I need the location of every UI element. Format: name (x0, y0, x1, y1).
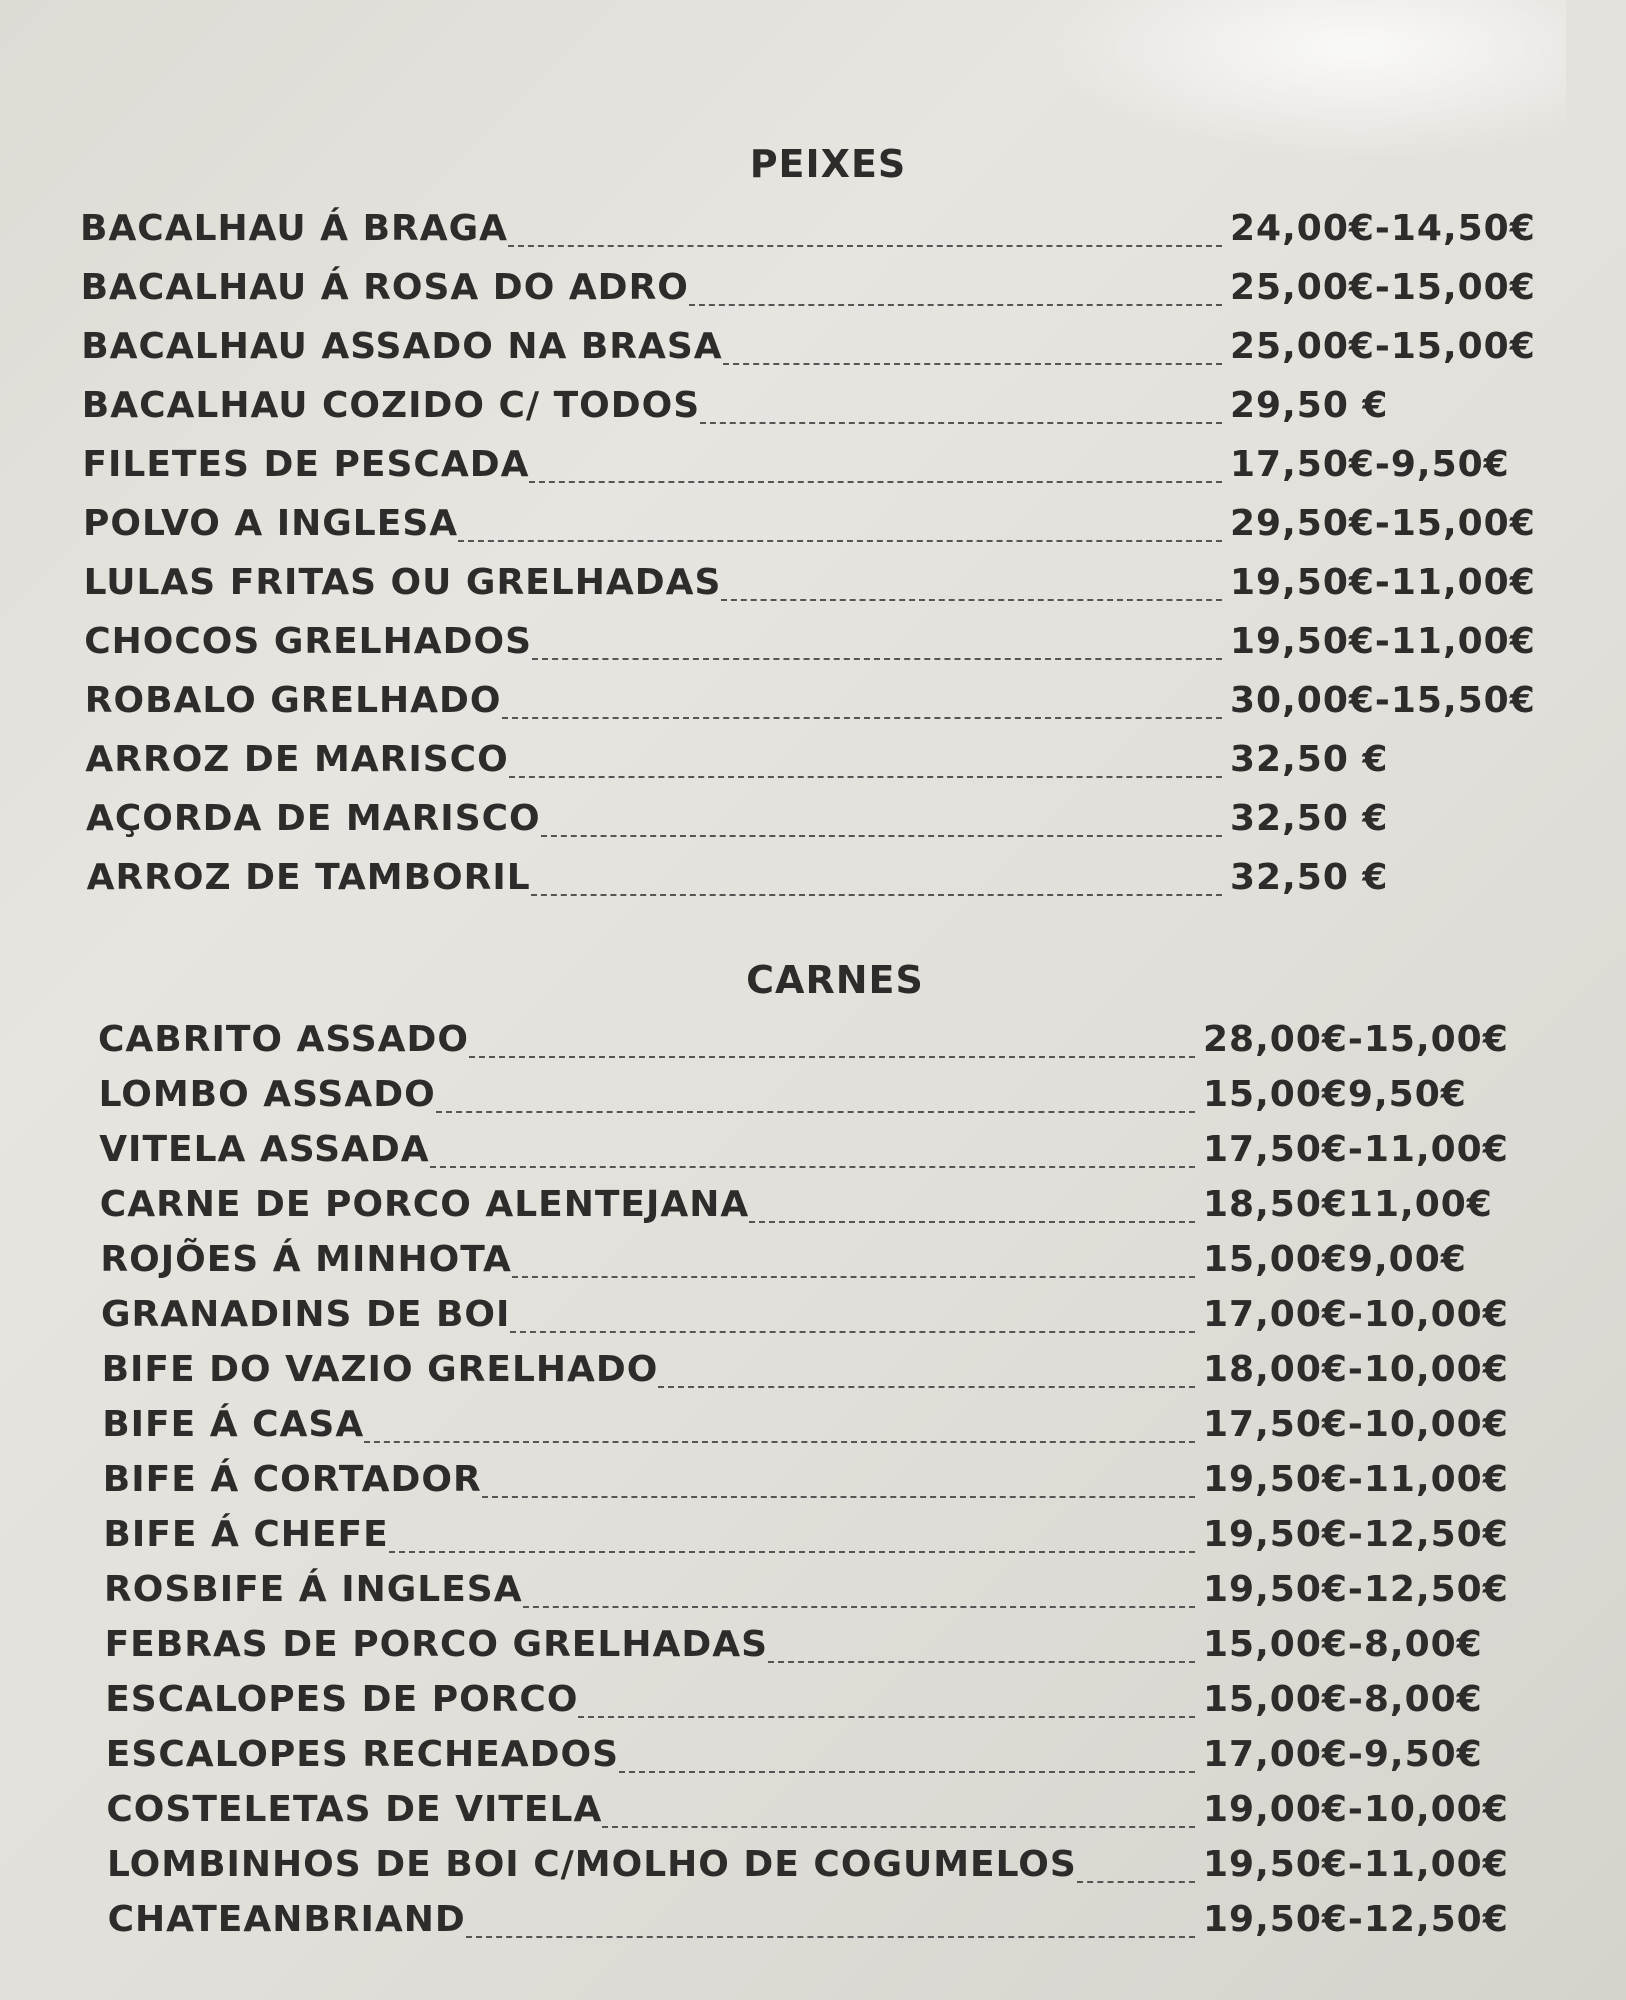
menu-item-price: 19,50€-12,50€ (1203, 1569, 1509, 1610)
menu-item (80, 190, 1580, 249)
menu-item-price: 17,00€-9,50€ (1203, 1734, 1483, 1775)
menu-item-name: VITELA ASSADA (99, 1129, 430, 1170)
menu-item-price: 29,50€-15,00€ (1230, 503, 1536, 544)
menu-item-price: 19,50€-11,00€ (1203, 1459, 1509, 1500)
menu-item-name: ESCALOPES DE PORCO (105, 1679, 579, 1720)
dotted-leader (469, 1055, 1195, 1058)
dotted-leader (700, 421, 1222, 424)
dotted-leader (721, 598, 1222, 601)
menu-item-name: FILETES DE PESCADA (82, 444, 530, 485)
menu-item (102, 1390, 1553, 1445)
dotted-leader (723, 362, 1222, 365)
menu-item-name: BACALHAU ASSADO NA BRASA (81, 326, 723, 367)
menu-item-name: LULAS FRITAS OU GRELHADAS (83, 562, 722, 603)
menu-item-price: 17,50€-10,00€ (1203, 1404, 1509, 1445)
dotted-leader (541, 834, 1222, 837)
menu-item-price: 25,00€-15,00€ (1230, 267, 1536, 308)
dotted-leader (466, 1935, 1195, 1938)
menu-item (102, 1335, 1553, 1390)
menu-item (85, 662, 1580, 721)
dotted-leader (619, 1770, 1195, 1773)
dotted-leader (689, 303, 1222, 306)
menu-item-name: GRANADINS DE BOI (101, 1294, 511, 1335)
menu-item-price: 28,00€-15,00€ (1203, 1019, 1509, 1060)
dotted-leader (523, 1605, 1195, 1608)
menu-item-name: BIFE Á CASA (102, 1404, 365, 1445)
section-title-peixes: PEIXES (749, 142, 907, 186)
menu-item (108, 1885, 1553, 1940)
menu-item-name: CARNE DE PORCO ALENTEJANA (99, 1184, 750, 1225)
dotted-leader (508, 244, 1222, 247)
menu-item-price: 18,50€11,00€ (1203, 1184, 1493, 1225)
dotted-leader (430, 1165, 1195, 1168)
menu-item-name: BIFE DO VAZIO GRELHADO (101, 1349, 659, 1390)
menu-item-name: ESCALOPES RECHEADOS (105, 1734, 620, 1775)
dotted-leader (512, 1275, 1195, 1278)
peixes-list (80, 190, 1580, 898)
section-title-carnes: CARNES (746, 958, 924, 1002)
menu-item-name: BACALHAU Á BRAGA (80, 208, 508, 249)
menu-item (106, 1775, 1553, 1830)
menu-item (86, 780, 1580, 839)
dotted-leader (578, 1715, 1195, 1718)
menu-item-price: 15,00€-8,00€ (1203, 1679, 1483, 1720)
menu-item-price: 17,50€-11,00€ (1203, 1129, 1509, 1170)
dotted-leader (529, 480, 1222, 483)
menu-item-price: 15,00€-8,00€ (1203, 1624, 1483, 1665)
menu-item-name: POLVO A INGLESA (83, 503, 459, 544)
menu-item-name: BACALHAU COZIDO C/ TODOS (81, 385, 701, 426)
menu-item-name: BACALHAU Á ROSA DO ADRO (80, 267, 689, 308)
menu-item-price: 32,50 € (1230, 798, 1389, 839)
dotted-leader (502, 716, 1223, 719)
menu-item-name: CHOCOS GRELHADOS (84, 621, 533, 662)
menu-item-name: BIFE Á CHEFE (103, 1514, 389, 1555)
dotted-leader (1077, 1880, 1195, 1883)
dotted-leader (364, 1440, 1195, 1443)
menu-item (98, 1005, 1553, 1060)
menu-item-price: 15,00€9,50€ (1203, 1074, 1467, 1115)
menu-item (103, 1500, 1553, 1555)
menu-item (82, 426, 1580, 485)
menu-item (105, 1610, 1553, 1665)
menu-item-price: 17,50€-9,50€ (1230, 444, 1510, 485)
menu-item-price: 24,00€-14,50€ (1230, 208, 1536, 249)
menu-item-price: 32,50 € (1230, 857, 1389, 898)
menu-item (100, 1170, 1553, 1225)
dotted-leader (509, 775, 1222, 778)
menu-item-price: 19,50€-12,50€ (1203, 1899, 1509, 1940)
menu-item (107, 1830, 1553, 1885)
menu-item (81, 249, 1580, 308)
dotted-leader (389, 1550, 1195, 1553)
menu-item (83, 485, 1580, 544)
menu-item-name: AÇORDA DE MARISCO (86, 798, 541, 839)
menu-item-price: 30,00€-15,50€ (1230, 680, 1536, 721)
menu-item-name: LOMBO ASSADO (98, 1074, 436, 1115)
menu-item (106, 1720, 1553, 1775)
dotted-leader (532, 657, 1222, 660)
dotted-leader (458, 539, 1222, 542)
menu-item (87, 839, 1580, 898)
dotted-leader (436, 1110, 1195, 1113)
plastic-glare (1046, 0, 1566, 160)
menu-item (100, 1225, 1553, 1280)
menu-item-price: 17,00€-10,00€ (1203, 1294, 1509, 1335)
menu-item (84, 544, 1580, 603)
menu-item-name: COSTELETAS DE VITELA (106, 1789, 603, 1830)
menu-item-price: 15,00€9,00€ (1203, 1239, 1467, 1280)
menu-item (99, 1115, 1553, 1170)
menu-item (85, 721, 1580, 780)
menu-item-name: FEBRAS DE PORCO GRELHADAS (104, 1624, 768, 1665)
menu-item (103, 1445, 1553, 1500)
menu-item (101, 1280, 1553, 1335)
menu-item-price: 19,50€-11,00€ (1230, 562, 1536, 603)
dotted-leader (602, 1825, 1195, 1828)
menu-item-price: 19,50€-11,00€ (1230, 621, 1536, 662)
menu-item-name: ROSBIFE Á INGLESA (104, 1569, 523, 1610)
menu-item-name: ARROZ DE MARISCO (85, 739, 509, 780)
menu-item (81, 308, 1580, 367)
menu-item-price: 18,00€-10,00€ (1203, 1349, 1509, 1390)
menu-item-name: BIFE Á CORTADOR (102, 1459, 482, 1500)
menu-item-price: 32,50 € (1230, 739, 1389, 780)
menu-item-name: LOMBINHOS DE BOI C/MOLHO DE COGUMELOS (107, 1844, 1077, 1885)
menu-item-price: 29,50 € (1230, 385, 1389, 426)
dotted-leader (482, 1495, 1195, 1498)
menu-item-price: 19,50€-12,50€ (1203, 1514, 1509, 1555)
carnes-list (98, 1005, 1553, 1940)
dotted-leader (531, 893, 1222, 896)
menu-item (105, 1665, 1553, 1720)
menu-item-price: 25,00€-15,00€ (1230, 326, 1536, 367)
dotted-leader (768, 1660, 1195, 1663)
menu-item-name: CHATEANBRIAND (107, 1899, 466, 1940)
dotted-leader (749, 1220, 1195, 1223)
dotted-leader (510, 1330, 1195, 1333)
menu-item-name: CABRITO ASSADO (98, 1019, 469, 1060)
menu-item-price: 19,50€-11,00€ (1203, 1844, 1509, 1885)
menu-item (99, 1060, 1553, 1115)
menu-item (82, 367, 1580, 426)
menu-item (84, 603, 1580, 662)
menu-item-name: ROJÕES Á MINHOTA (100, 1239, 512, 1280)
dotted-leader (658, 1385, 1195, 1388)
menu-item-name: ROBALO GRELHADO (84, 680, 502, 721)
menu-item-name: ARROZ DE TAMBORIL (86, 857, 531, 898)
menu-item (104, 1555, 1553, 1610)
menu-item-price: 19,00€-10,00€ (1203, 1789, 1509, 1830)
